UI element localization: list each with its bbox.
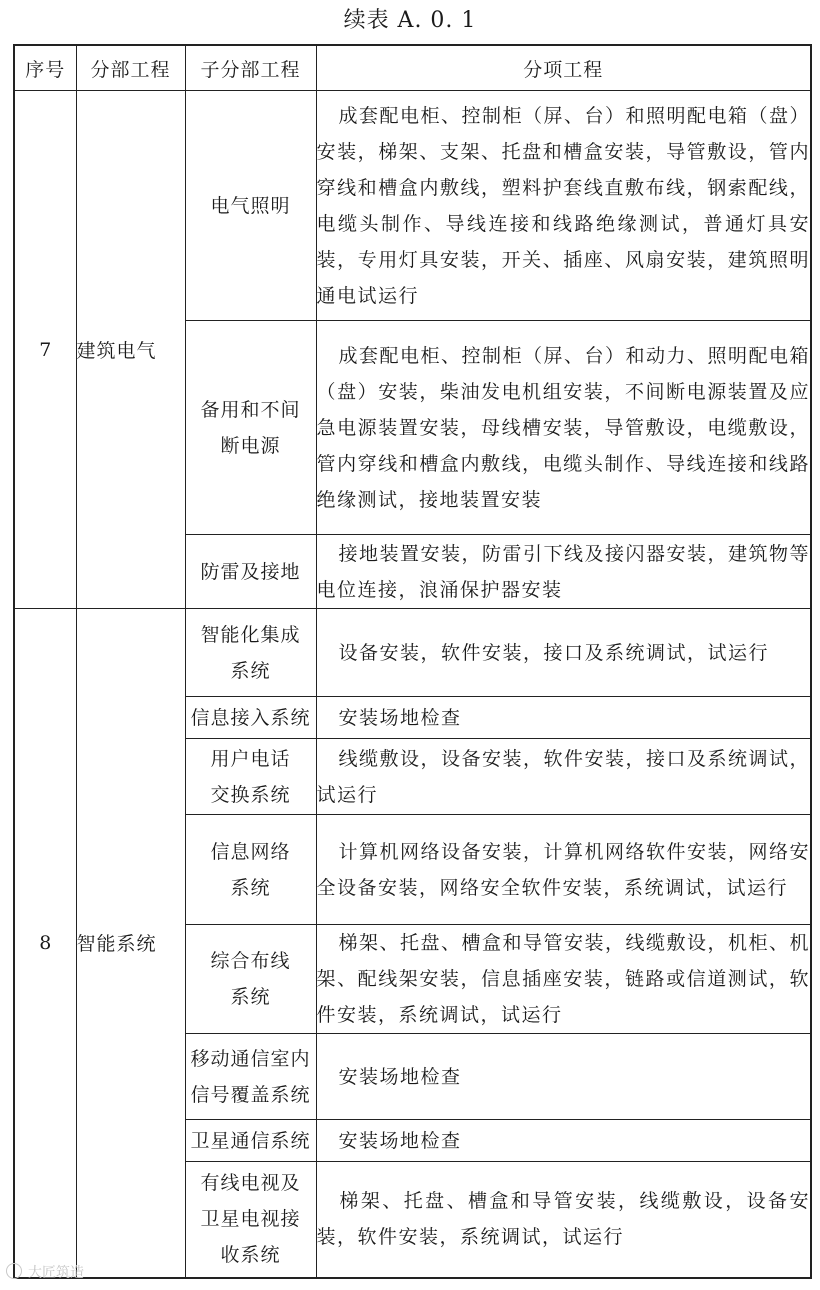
- items-text: 安装场地检查: [338, 1129, 462, 1152]
- subdivision-cell: [185, 1162, 316, 1278]
- items-cell: [316, 1162, 811, 1278]
- items-cell: [316, 697, 811, 739]
- items-text: 线缆敷设，设备安装，软件安装，接口及系统调试，试运行: [316, 747, 811, 806]
- subdivision-cell: [185, 1120, 316, 1162]
- subdivision-line: 系统: [230, 986, 271, 1008]
- table-body: [14, 91, 811, 1278]
- subdivision-line: 卫星电视接: [200, 1208, 301, 1231]
- subdivision-line: 移动通信室内: [190, 1047, 311, 1070]
- subdivision-line: 有线电视及: [200, 1172, 301, 1195]
- subdivision-line: 断电源: [220, 434, 281, 457]
- items-text: 计算机网络设备安装，计算机网络软件安装，网络安全设备安装，网络安全软件安装，系统调试，试运行: [316, 840, 811, 899]
- subdivision-line: 收系统: [220, 1244, 281, 1267]
- items-cell: [316, 925, 811, 1034]
- header-cell-items: 分项工程: [316, 45, 811, 91]
- items-text: 设备安装，软件安装，接口及系统调试，试运行: [338, 641, 770, 664]
- subdivision-line: 电气照明: [210, 194, 291, 217]
- subdivision-cell: [185, 321, 316, 535]
- subdivision-line: 系统: [230, 876, 271, 899]
- table-title: 续表 A. 0. 1: [343, 8, 477, 33]
- subdivision-line: 综合布线: [210, 950, 291, 972]
- subdivision-cell: [185, 697, 316, 739]
- subdivision-line: 备用和不间: [200, 398, 301, 421]
- subdivision-line: 系统: [230, 659, 271, 682]
- items-text: 成套配电柜、控制柜（屏、台）和照明配电箱（盘）安装，梯架、支架、托盘和槽盒安装，导管敷设，管内穿线和槽盒内敷线，塑料护套线直敷布线，钢索配线，电缆头制作、导线连接和线路绝缘测试，普通灯具安装，专用灯具安装，开关、插座、风扇安装，建筑照明通电试运行: [316, 104, 811, 307]
- header-row: [14, 45, 811, 91]
- items-text: 接地装置安装，防雷引下线及接闪器安装，建筑物等电位连接，浪涌保护器安装: [316, 542, 811, 601]
- items-text: 梯架、托盘、槽盒和导管安装，线缆敷设，设备安装，软件安装，系统调试，试运行: [316, 1190, 810, 1249]
- subdivision-line: 交换系统: [210, 783, 291, 806]
- subdivision-cell: [185, 815, 316, 925]
- items-cell: [316, 91, 811, 321]
- table-row: [14, 609, 811, 697]
- table-row: [14, 91, 811, 321]
- watermark: [6, 1262, 84, 1282]
- subdivision-cell: [185, 739, 316, 815]
- items-text: 安装场地检查: [338, 706, 462, 729]
- row-number-cell: 8: [14, 609, 76, 1278]
- items-text: 安装场地检查: [338, 1065, 462, 1088]
- items-cell: [316, 609, 811, 697]
- subdivision-line: 信息网络: [210, 840, 291, 863]
- subdivision-cell: [185, 1034, 316, 1120]
- items-cell: [316, 321, 811, 535]
- header-cell-subdivision: 子分部工程: [185, 45, 316, 91]
- subdivision-line: 卫星通信系统: [190, 1129, 311, 1152]
- subdivision-cell: [185, 609, 316, 697]
- subdivision-line: 用户电话: [210, 747, 291, 770]
- items-text: 成套配电柜、控制柜（屏、台）和动力、照明配电箱（盘）安装，柴油发电机组安装，不间断电源装置及应急电源装置安装，母线槽安装，导管敷设，电缆敷设，管内穿线和槽盒内敷线，电缆头制作、导线连接和线路绝缘测试，接地装置安装: [316, 344, 811, 511]
- subdivision-line: 智能化集成: [200, 623, 301, 646]
- subdivision-line: 信息接入系统: [190, 706, 311, 729]
- header-cell-no: 序号: [14, 45, 76, 91]
- subdivision-line: 防雷及接地: [200, 560, 301, 583]
- watermark-logo-icon: [6, 1263, 22, 1279]
- watermark-text: 大匠筑造: [28, 1265, 84, 1281]
- subdivision-line: 信号覆盖系统: [190, 1083, 311, 1106]
- items-cell: [316, 739, 811, 815]
- division-cell: 建筑电气: [76, 91, 185, 609]
- subdivision-cell: [185, 535, 316, 609]
- row-number-cell: 7: [14, 91, 76, 609]
- items-cell: [316, 1034, 811, 1120]
- items-cell: [316, 815, 811, 925]
- data-table: [13, 44, 812, 1279]
- items-cell: [316, 1120, 811, 1162]
- subdivision-cell: [185, 91, 316, 321]
- subdivision-cell: [185, 925, 316, 1034]
- items-text: 梯架、托盘、槽盒和导管安装，线缆敷设，机柜、机架、配线架安装，信息插座安装，链路或信道测试，软件安装，系统调试，试运行: [316, 932, 811, 1026]
- items-cell: [316, 535, 811, 609]
- division-cell: 智能系统: [76, 609, 185, 1278]
- header-cell-division: 分部工程: [76, 45, 185, 91]
